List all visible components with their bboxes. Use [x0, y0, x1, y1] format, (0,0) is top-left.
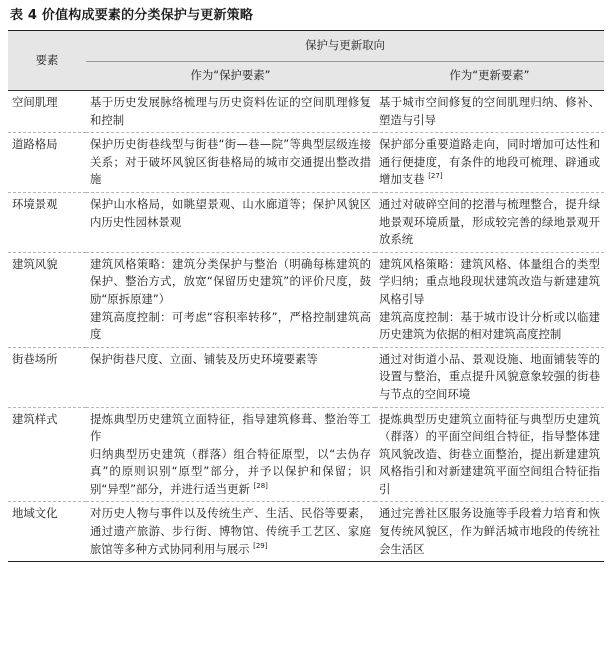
protect-paragraph: [90, 351, 371, 369]
protect-text: 建筑风格策略：建筑分类保护与整治（明确每栋建筑的保护、整治方式，放宽“保留历史建筑”的评价尺度，鼓励“原拆原建”）: [90, 256, 371, 306]
update-paragraph: [379, 505, 600, 558]
protect-paragraph: [90, 505, 371, 558]
table-row: [8, 252, 604, 347]
citation-marker: [29]: [253, 541, 268, 550]
update-paragraph: [379, 94, 600, 129]
row-protect-cell: [86, 91, 375, 133]
header-protect: 作为“保护要素”: [86, 62, 375, 91]
row-update-cell: [375, 133, 604, 193]
table-body: [8, 91, 604, 562]
update-paragraph: [379, 411, 600, 499]
update-paragraph: [379, 256, 600, 309]
protect-text: 归纳典型历史建筑（群落）组合特征原型，以“去伪存真”的原则识别“原型”部分，并予以保护和保留；识别“异型”部分，并进行适当更新: [90, 446, 371, 496]
row-protect-cell: [86, 347, 375, 407]
protect-text: 保护历史街巷线型与街巷“街—巷—院”等典型层级连接关系；对于破坏风貌区街巷格局的城市交通提出整改措施: [90, 137, 371, 187]
table-row: [8, 407, 604, 502]
protect-text: 保护街巷尺度、立面、铺装及历史环境要素等: [90, 351, 318, 366]
row-protect-cell: [86, 407, 375, 502]
update-paragraph: [379, 136, 600, 189]
protect-paragraph: [90, 94, 371, 129]
row-update-cell: [375, 252, 604, 347]
update-paragraph: [379, 196, 600, 249]
update-paragraph: [379, 309, 600, 344]
protect-text: 建筑高度控制：可考虑“容积率转移”，严格控制建筑高度: [90, 309, 371, 342]
row-update-cell: [375, 347, 604, 407]
protect-paragraph: [90, 411, 371, 446]
update-text: 建筑高度控制：基于城市设计分析或以临建历史建筑为依据的相对建筑高度控制: [379, 309, 600, 342]
row-update-cell: [375, 502, 604, 562]
update-text: 提炼典型历史建筑立面特征与典型历史建筑（群落）的平面空间组合特征，指导整体建筑风貌改造、街巷立面整治，提出新建建筑风格指引和对新建建筑平面空间组合特征指引: [379, 411, 600, 496]
row-factor-name: 道路格局: [8, 133, 86, 193]
update-text: 保护部分重要道路走向，同时增加可达性和通行便捷度，有条件的地段可梳理、辟通或增加支巷: [379, 137, 600, 187]
table-row: [8, 133, 604, 193]
row-protect-cell: [86, 502, 375, 562]
table-caption: 表 4 价值构成要素的分类保护与更新策略: [10, 8, 254, 23]
update-text: 基于城市空间修复的空间肌理归纳、修补、塑造与引导: [379, 95, 600, 127]
protect-paragraph: [90, 196, 371, 231]
protect-text: 对历史人物与事件以及传统生产、生活、民俗等要素，通过遗产旅游、步行街、博物馆、传统手工艺区、家庭旅馆等多种方式协同利用与展示: [90, 506, 371, 556]
protect-text: 提炼典型历史建筑立面特征，指导建筑修葺、整治等工作: [90, 411, 371, 444]
update-text: 通过完善社区服务设施等手段着力培育和恢复传统风貌区，作为鲜活城市地段的传统社会生活区: [379, 506, 600, 556]
protect-text: 保护山水格局，如眺望景观、山水廊道等；保护风貌区内历史性园林景观: [90, 196, 371, 229]
row-factor-name: 环境景观: [8, 192, 86, 252]
update-text: 通过对破碎空间的挖潜与梳理整合，提升绿地景观环境质量，形成较完善的绿地景观开放系统: [379, 196, 600, 247]
table-row: [8, 347, 604, 407]
row-protect-cell: [86, 133, 375, 193]
row-update-cell: [375, 407, 604, 502]
header-group: 保护与更新取向: [86, 31, 604, 62]
row-factor-name: 街巷场所: [8, 347, 86, 407]
row-update-cell: [375, 192, 604, 252]
row-update-cell: [375, 91, 604, 133]
protect-paragraph: [90, 309, 371, 344]
row-factor-name: 空间肌理: [8, 91, 86, 133]
update-text: 通过对街道小品、景观设施、地面铺装等的设置与整治，重点提升风貌意象较强的街巷与节点的空间环境: [379, 351, 600, 401]
header-factor: 要素: [8, 31, 86, 91]
row-factor-name: 地域文化: [8, 502, 86, 562]
row-factor-name: 建筑风貌: [8, 252, 86, 347]
citation-marker: [27]: [428, 172, 443, 181]
protect-paragraph: [90, 136, 371, 189]
protect-paragraph: [90, 446, 371, 499]
strategy-table: [8, 30, 604, 562]
table-row: [8, 502, 604, 562]
header-update: 作为“更新要素”: [375, 62, 604, 91]
row-factor-name: 建筑样式: [8, 407, 86, 502]
protect-paragraph: [90, 256, 371, 309]
table-row: [8, 91, 604, 133]
update-text: 建筑风格策略：建筑风格、体量组合的类型学归纳；重点地段现状建筑改造与新建建筑风格引导: [379, 256, 600, 306]
citation-marker: [28]: [253, 482, 268, 491]
table-row: [8, 192, 604, 252]
update-paragraph: [379, 351, 600, 404]
protect-text: 基于历史发展脉络梳理与历史资料佐证的空间肌理修复和控制: [90, 95, 371, 127]
row-protect-cell: [86, 252, 375, 347]
row-protect-cell: [86, 192, 375, 252]
